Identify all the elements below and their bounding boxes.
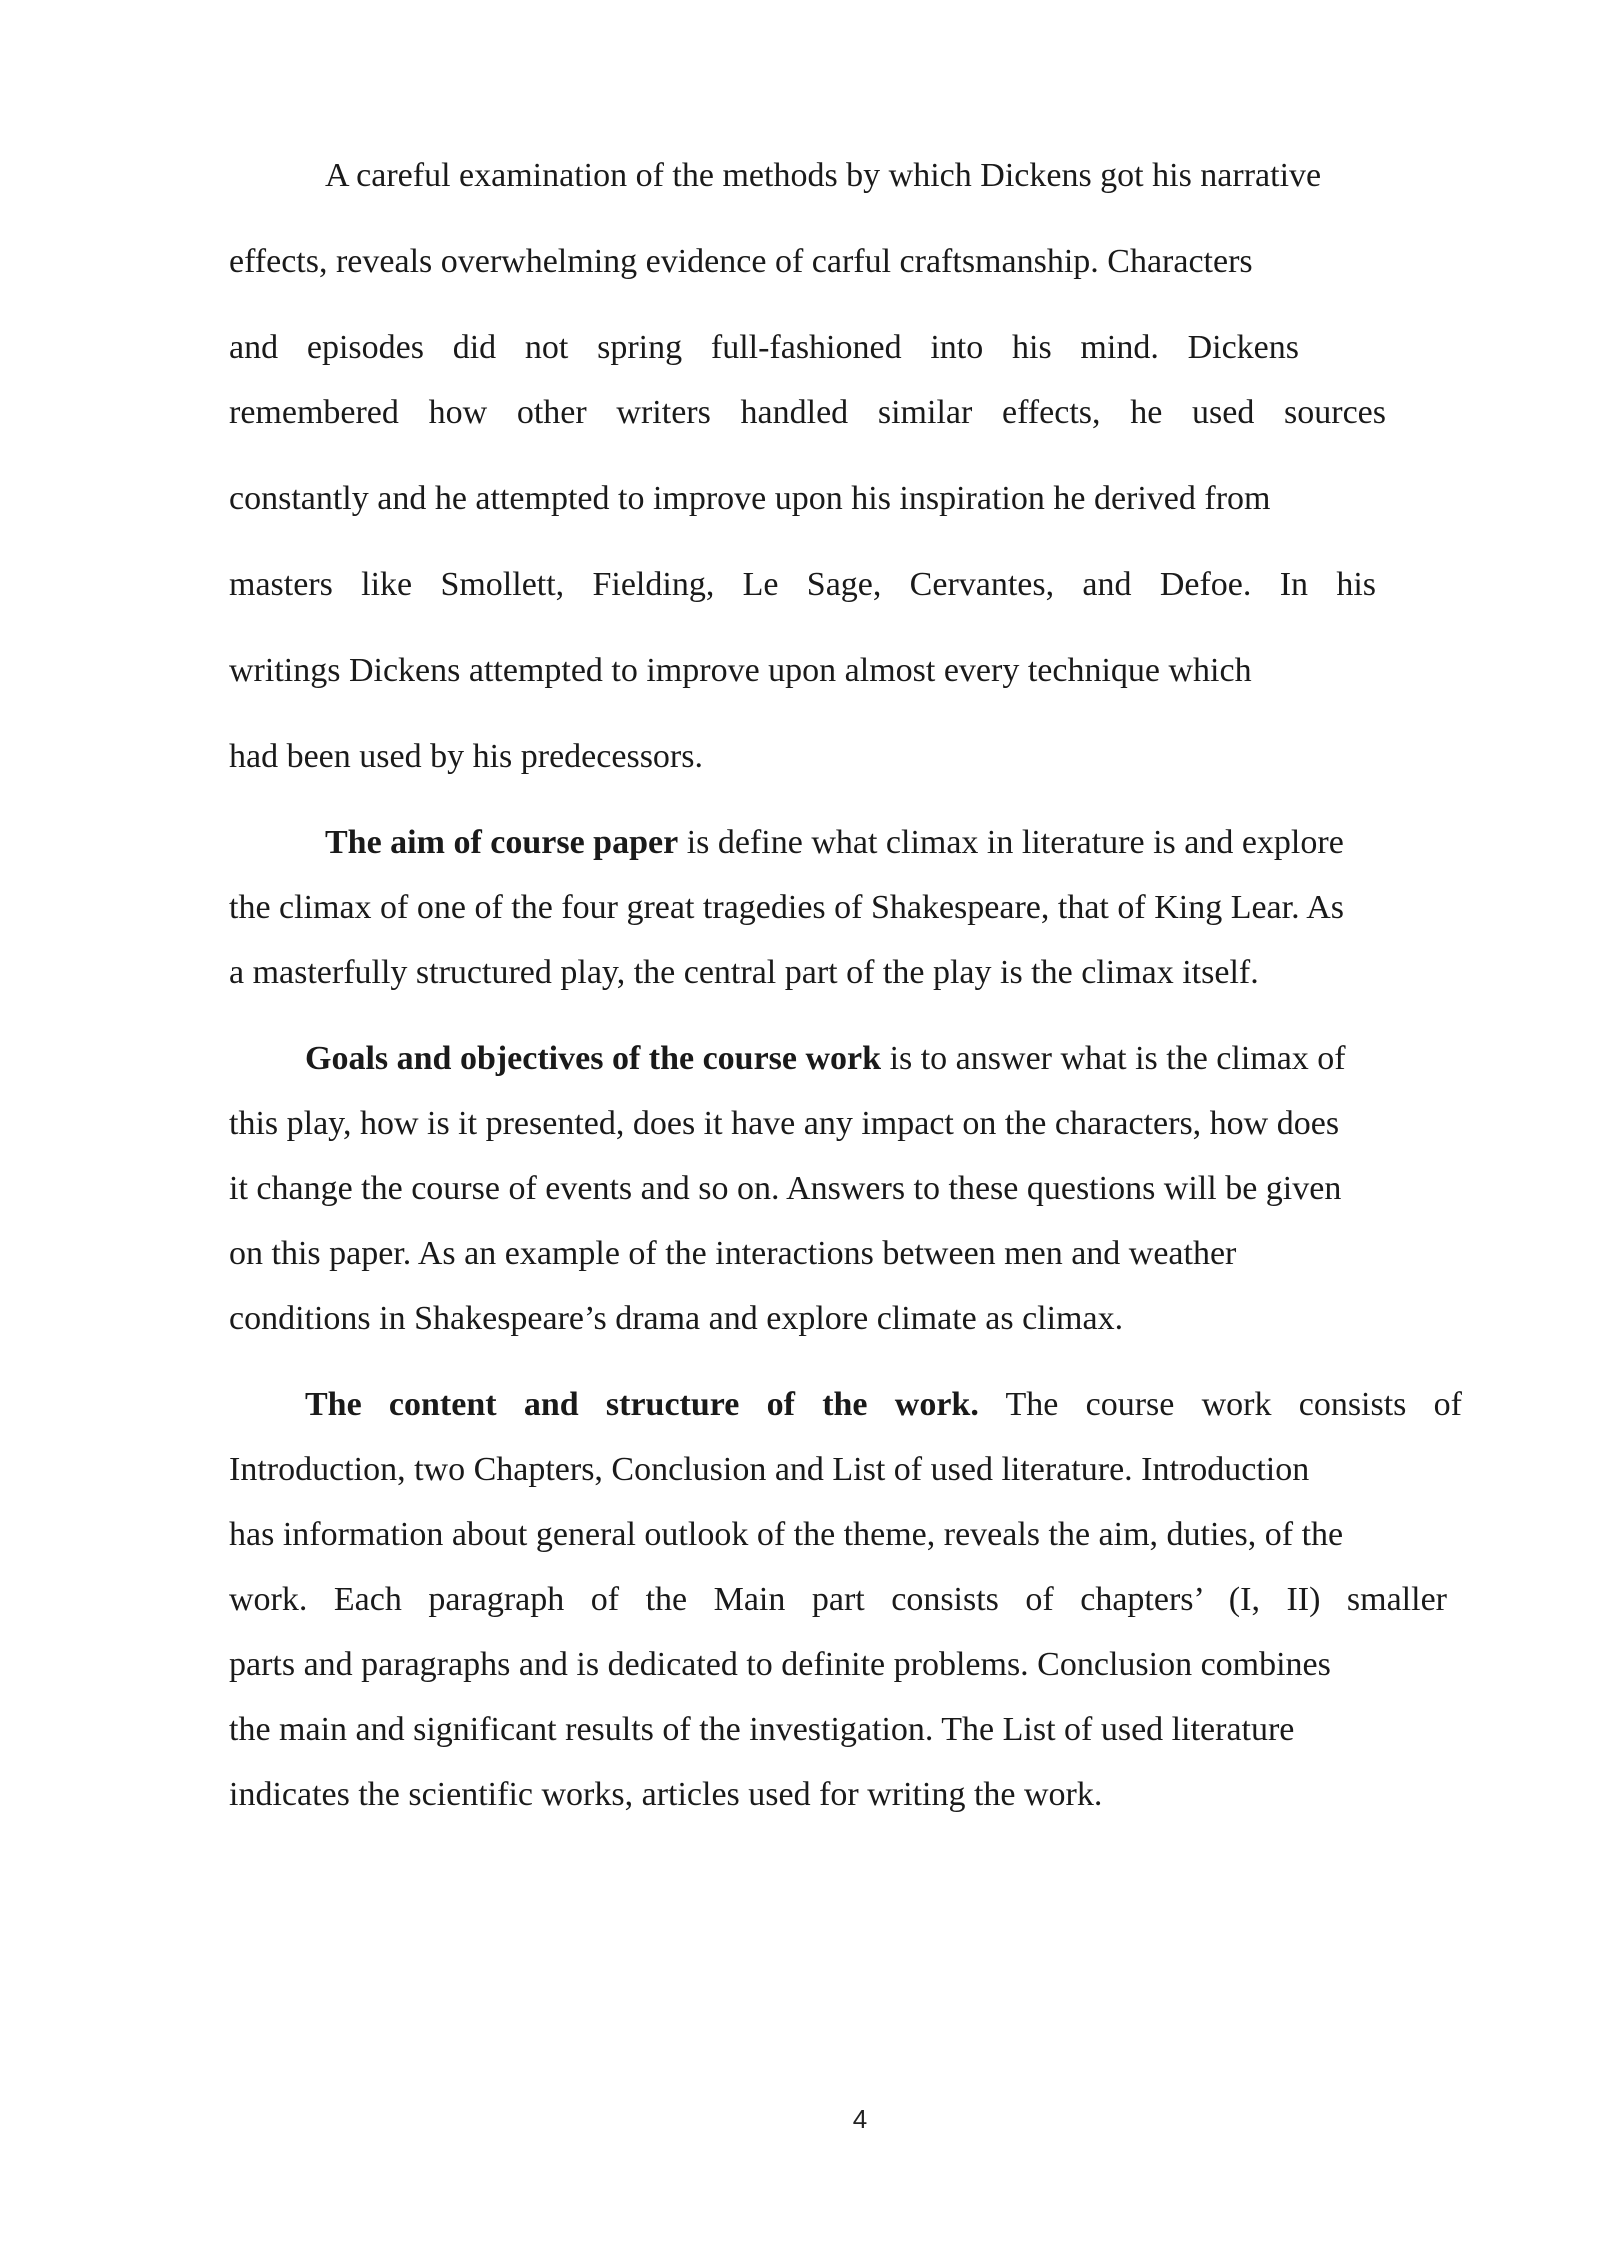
p4-line-6: the main and significant results of the investigation. The List of used literature — [229, 1711, 1295, 1748]
p1-line-3: and episodes did not spring full-fashioned into his mind. Dickens — [229, 329, 1299, 366]
p3-line-1 — [305, 1039, 1346, 1079]
p4-line-4: work. Each paragraph of the Main part consists of chapters’ (I, II) smaller — [229, 1581, 1447, 1618]
p3-line-1-rest: is to answer what is the climax of — [881, 1040, 1346, 1077]
p4-line-7: indicates the scientific works, articles used for writing the work. — [229, 1776, 1103, 1813]
p2-line-1 — [325, 823, 1344, 863]
p3-line-5: conditions in Shakespeare’s drama and explore climate as climax. — [229, 1300, 1124, 1337]
p1-line-7: writings Dickens attempted to improve upon almost every technique which — [229, 652, 1252, 689]
p4-line-1-rest: The course work consists of — [978, 1386, 1462, 1423]
p1-line-5: constantly and he attempted to improve upon his inspiration he derived from — [229, 480, 1271, 517]
p1-line-8: had been used by his predecessors. — [229, 738, 703, 775]
p3-line-3: it change the course of events and so on. Answers to these questions will be given — [229, 1170, 1342, 1207]
p1-line-2: effects, reveals overwhelming evidence of carful craftsmanship. Characters — [229, 243, 1253, 280]
p4-line-3: has information about general outlook of the theme, reveals the aim, duties, of the — [229, 1516, 1344, 1553]
p1-line-1: A careful examination of the methods by which Dickens got his narrative — [325, 157, 1322, 194]
p2-bold-lead: The aim of course paper — [325, 824, 679, 861]
p4-line-2: Introduction, two Chapters, Conclusion and List of used literature. Introduction — [229, 1451, 1310, 1488]
p4-bold-lead: The content and structure of the work. — [305, 1386, 979, 1423]
p2-line-2: the climax of one of the four great tragedies of Shakespeare, that of King Lear. As — [229, 889, 1344, 926]
p3-bold-lead: Goals and objectives of the course work — [305, 1040, 882, 1077]
p1-line-6: masters like Smollett, Fielding, Le Sage, Cervantes, and Defoe. In his — [229, 566, 1376, 603]
p3-line-4: on this paper. As an example of the interactions between men and weather — [229, 1235, 1237, 1272]
page-number: 4 — [852, 2104, 868, 2134]
p2-line-3: a masterfully structured play, the central part of the play is the climax itself. — [229, 954, 1259, 991]
p2-line-1-rest: is define what climax in literature is and explore — [678, 824, 1344, 861]
p4-line-5: parts and paragraphs and is dedicated to definite problems. Conclusion combines — [229, 1646, 1331, 1683]
p1-line-4: remembered how other writers handled similar effects, he used sources — [229, 394, 1386, 431]
p4-line-1 — [305, 1385, 1462, 1425]
p3-line-2: this play, how is it presented, does it have any impact on the characters, how does — [229, 1105, 1340, 1142]
